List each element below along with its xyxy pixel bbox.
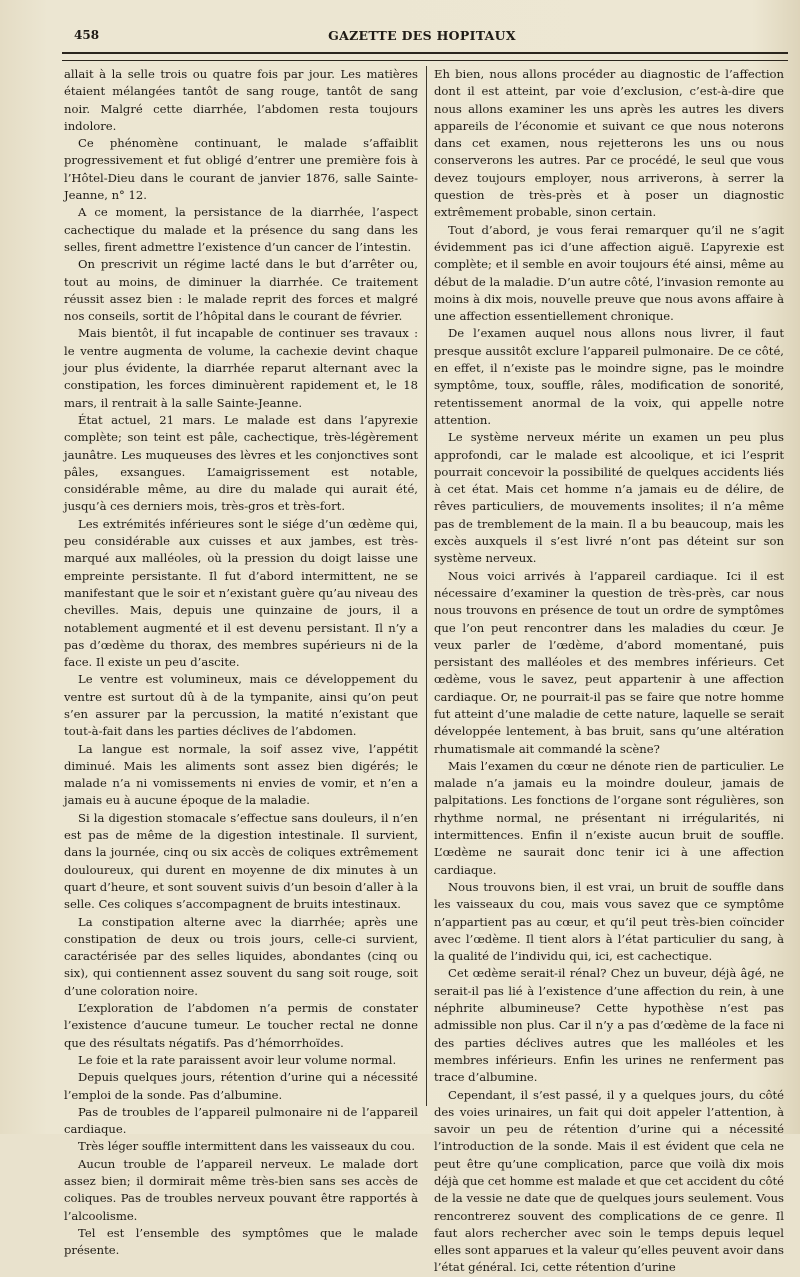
paragraph: Tout d’abord, je vous ferai remarquer qu’il ne s’agit évidemment pas ici d’une affection aiguë. L’apyrexie est complète; et il semble en avoir toujours été ainsi, même au début de la maladie. D’un autre côté, l’invasion remonte au moins à dix mois, nouvelle preuve que nous avons affaire à une affection essentiellement chronique. bbox=[434, 222, 785, 324]
paragraph: Ce phénomène continuant, le malade s’affaiblit progressivement et fut obligé d’entrer une première fois à l’Hôtel-Dieu dans le courant de janvier 1876, salle Sainte-Jeanne, n° 12. bbox=[64, 136, 418, 203]
paragraph: Cet œdème serait-il rénal? Chez un buveur, déjà âgé, ne serait-il pas lié à l’existence d’une affection du rein, à une néphrite albumineuse? Cette hypothèse n’est pas admissible non plus. Car il n’y a pas d’œdème de la face ni des parties déclives autres que les malléoles et les membres inférieurs. Enfin les urines ne renferment pas trace d’albumine. bbox=[434, 966, 784, 1085]
page-header bbox=[62, 26, 782, 46]
paragraph: Le foie et la rate paraissent avoir leur volume normal. bbox=[78, 1052, 397, 1067]
paragraph: Mais bientôt, il fut incapable de continuer ses travaux : le ventre augmenta de volume, la cachexie devint chaque jour plus évidente, la diarrhée reparut alternant avec la constipation, les forces diminuèrent rapidement et, le 18 mars, il rentrait à la salle Sainte-Jeanne. bbox=[64, 326, 418, 410]
paragraph: Le ventre est volumineux, mais ce développement du ventre est surtout dû à de la tympanite, ainsi qu’on peut s’en assurer par la percussion, la matité n’existant que tout-à-fait dans les parties déclives de l’abdomen. bbox=[64, 672, 418, 739]
column-divider bbox=[426, 66, 427, 1106]
paragraph: Aucun trouble de l’appareil nerveux. Le malade dort assez bien; il dormirait même très-bien sans ses accès de coliques. Pas de troubles nerveux pouvant être rapportés à l’alcoolisme. bbox=[64, 1156, 418, 1223]
header-rule bbox=[62, 52, 788, 61]
journal-title: GAZETTE DES HOPITAUX bbox=[328, 28, 516, 43]
paragraph: Très léger souffle intermittent dans les vaisseaux du cou. bbox=[78, 1139, 416, 1154]
page-number: 458 bbox=[74, 28, 100, 42]
left-column bbox=[64, 66, 418, 1258]
paragraph: On prescrivit un régime lacté dans le but d’arrêter ou, tout au moins, de diminuer la diarrhée. Ce traitement réussit assez bien : le malade reprit des forces et malgré nos conseils, sortit de l’hôpital dans le courant de février. bbox=[64, 257, 418, 324]
paragraph: Le système nerveux mérite un examen un peu plus approfondi, car le malade est alcoolique, et ici l’esprit pourrait concevoir la possibilité de quelques accidents liés à cet état. Mais cet homme n’a jamais eu de délire, de rêves particuliers, de mouvements insolites; il n’a même pas de tremblement de la main. Il a bu beaucoup, mais les excès auxquels il s’est livré n’ont pas déteint sur son système nerveux. bbox=[434, 430, 784, 566]
paragraph: L’exploration de l’abdomen n’a permis de constater l’existence d’aucune tumeur. Le toucher rectal ne donne que des résultats négatifs. Pas d’hémorrhoïdes. bbox=[64, 1001, 418, 1050]
paragraph: Depuis quelques jours, rétention d’urine qui a nécessité l’emploi de la sonde. Pas d’albumine. bbox=[64, 1070, 418, 1102]
paragraph: Les extrémités inférieures sont le siége d’un œdème qui, peu considérable aux cuisses et aux jambes, est très-marqué aux malléoles, où la pression du doigt laisse une empreinte persistante. Il fut d’abord intermittent, ne se manifestant que le soir et n’existant guère qu’au niveau des chevilles. Mais, depuis une quinzaine de jours, il a notablement augmenté et il est devenu persistant. Il n’y a pas d’œdème du thorax, des membres supérieurs ni de la face. Il existe un peu d’ascite. bbox=[64, 516, 418, 670]
paragraph: Cependant, il s’est passé, il y a quelques jours, du côté des voies urinaires, un fait qui doit appeler l’attention, à savoir un peu de rétention d’urine qui a nécessité l’introduction de la sonde. Mais il est évident que cela ne peut être qu’une complication, parce que voilà dix mois déjà que cet homme est malade et que cet accident du côté de la vessie ne date que de quelques jours seulement. Vous rencontrerez souvent des complications de ce genre. Il faut alors rechercher avec soin le temps depuis lequel elles sont apparues et la valeur qu’elles peuvent avoir dans l’état général. Ici, cette rétention d’urine bbox=[434, 1087, 784, 1275]
paragraph: Mais l’examen du cœur ne dénote rien de particulier. Le malade n’a jamais eu la moindre douleur, jamais de palpitations. Les fonctions de l’organe sont régulières, son rhythme normal, ne présentant ni irrégularités, ni intermittences. Enfin il n’existe aucun bruit de souffle. L’œdème ne saurait donc tenir ici à une affection cardiaque. bbox=[434, 758, 784, 877]
paragraph: allait à la selle trois ou quatre fois par jour. Les matières étaient mélangées tantôt de sang rouge, tantôt de sang noir. Malgré cette diarrhée, l’abdomen resta toujours indolore. bbox=[64, 67, 418, 133]
paragraph: De l’examen auquel nous allons nous livrer, il faut presque aussitôt exclure l’appareil pulmonaire. De ce côté, en effet, il n’existe pas le moindre signe, pas le moindre symptôme, toux, souffle, râles, modification de sonorité, retentissement anormal de la voix, qui appelle notre attention. bbox=[434, 326, 784, 427]
paragraph: La constipation alterne avec la diarrhée; après une constipation de deux ou trois jours, celle-ci survient, caractérisée par des selles liquides, abondantes (cinq ou six), qui contiennent assez souvent du sang soit rouge, soit d’une coloration noire. bbox=[64, 914, 418, 998]
paragraph: La langue est normale, la soif assez vive, l’appétit diminué. Mais les aliments sont assez bien digérés; le malade n’a ni vomissements ni envies de vomir, et n’en a jamais eu à aucune époque de la maladie. bbox=[64, 741, 418, 808]
paragraph: Pas de troubles de l’appareil pulmonaire ni de l’appareil cardiaque. bbox=[64, 1104, 418, 1137]
paragraph: Nous trouvons bien, il est vrai, un bruit de souffle dans les vaisseaux du cou, mais vous savez que ce symptôme n’appartient pas au cœur, et qu’il peut très-bien coïncider avec l’œdème. Il tient alors à l’état particulier du sang, à la qualité de l’individu qui, ici, est cachectique. bbox=[434, 879, 784, 964]
paragraph: Nous voici arrivés à l’appareil cardiaque. Ici il est nécessaire d’examiner la question de très-près, car nous nous trouvons en présence de tout un ordre de symptômes que l’on peut rencontrer dans les maladies du cœur. Je veux parler de l’œdème, d’abord momentané, puis persistant des malléoles et des membres inférieurs. Cet œdème, vous le savez, peut appartenir à une affection cardiaque. Or, ne pourrait-il pas se faire que notre homme fut atteint d’une maladie de cette nature, laquelle se serait développée lentement, à bas bruit, sans qu’une altération rhumatismale ait commandé la scène? bbox=[434, 568, 784, 756]
paragraph: Si la digestion stomacale s’effectue sans douleurs, il n’en est pas de même de la digestion intestinale. Il survient, dans la journée, cinq ou six accès de coliques extrêmement douloureux, qui durent en moyenne de dix minutes à un quart d’heure, et sont souvent suivis d’un besoin d’aller à la selle. Ces coliques s’accompagnent de bruits intestinaux. bbox=[64, 810, 418, 912]
paragraph: Eh bien, nous allons procéder au diagnostic de l’affection dont il est atteint, par voie d’exclusion, c’est-à-dire que nous allons examiner les uns après les autres les divers appareils de l’économie et suivant ce que nous noterons dans cet examen, nous rejetterons les uns ou nous conserverons les autres. Par ce procédé, le seul que vous devez toujours employer, nous arriverons, à serrer la question de très-près et à poser un diagnostic extrêmement probable, sinon certain. bbox=[434, 67, 784, 220]
right-column bbox=[434, 66, 785, 1275]
paragraph: État actuel, 21 mars. Le malade est dans l’apyrexie complète; son teint est pâle, cachectique, très-légèrement jaunâtre. Les muqueuses des lèvres et les conjonctives sont pâles, exsangues. L’amaigrissement est notable, considérable même, au dire du malade qui aurait été, jusqu’à ces derniers mois, très-gros et très-fort. bbox=[64, 412, 418, 514]
paragraph: A ce moment, la persistance de la diarrhée, l’aspect cachectique du malade et la présence du sang dans les selles, firent admettre l’existence d’un cancer de l’intestin. bbox=[64, 205, 418, 254]
paragraph: Tel est l’ensemble des symptômes que le malade présente. bbox=[64, 1225, 418, 1258]
